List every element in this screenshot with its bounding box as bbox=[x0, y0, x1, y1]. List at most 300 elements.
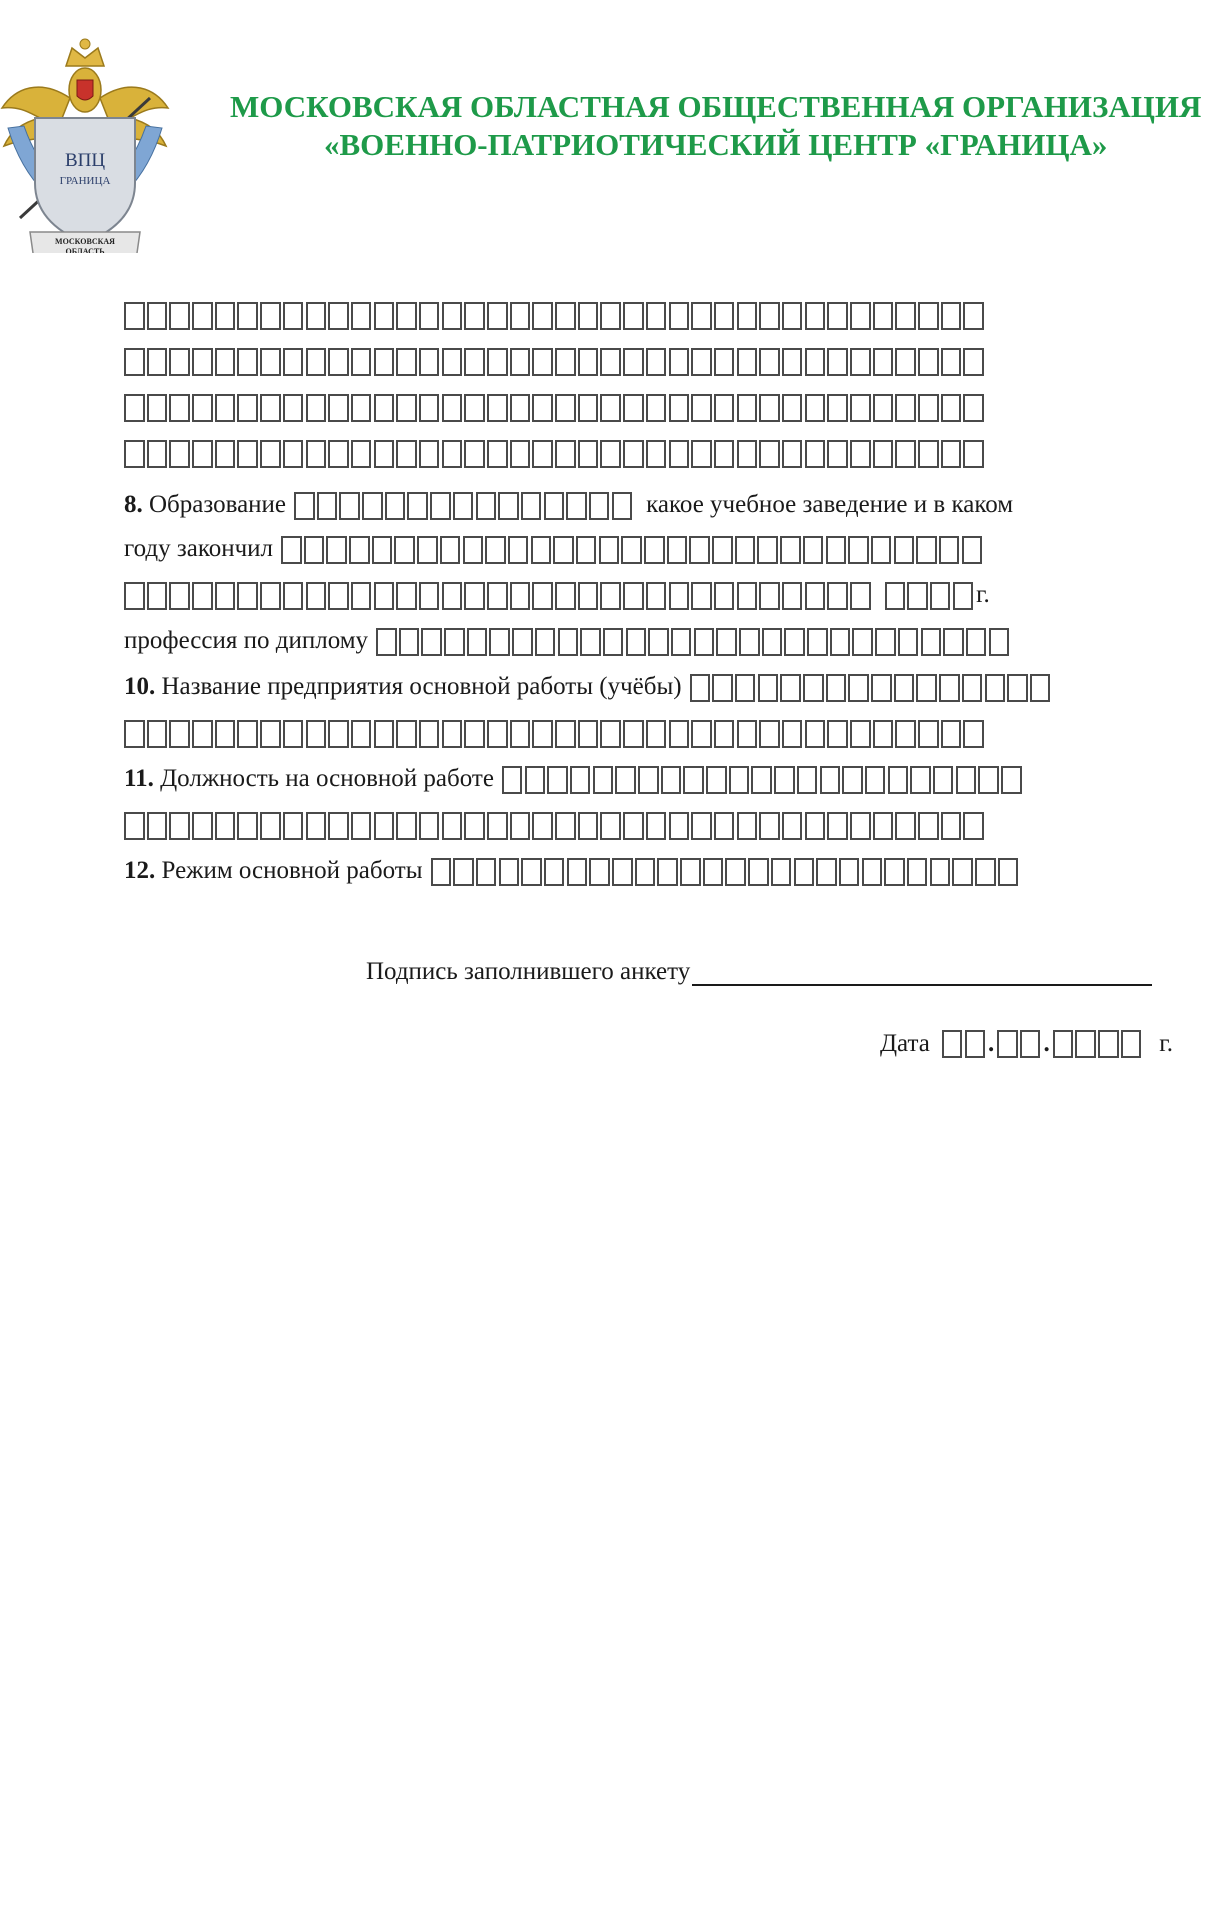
char-cell[interactable] bbox=[487, 812, 508, 840]
char-cell[interactable] bbox=[578, 582, 599, 610]
char-cell[interactable] bbox=[192, 812, 213, 840]
char-cell[interactable] bbox=[714, 812, 735, 840]
char-cell[interactable] bbox=[476, 492, 497, 520]
char-cell[interactable] bbox=[487, 394, 508, 422]
char-cell[interactable] bbox=[374, 720, 395, 748]
char-cell[interactable] bbox=[827, 440, 848, 468]
char-cell[interactable] bbox=[532, 394, 553, 422]
char-cell[interactable] bbox=[487, 720, 508, 748]
char-cell[interactable] bbox=[442, 440, 463, 468]
char-cell[interactable] bbox=[147, 394, 168, 422]
char-cell[interactable] bbox=[294, 492, 315, 520]
char-cell[interactable] bbox=[978, 766, 999, 794]
char-cell[interactable] bbox=[963, 720, 984, 748]
char-cell[interactable] bbox=[487, 582, 508, 610]
char-cell[interactable] bbox=[215, 394, 236, 422]
char-cell[interactable] bbox=[888, 766, 909, 794]
char-cell[interactable] bbox=[306, 812, 327, 840]
char-cell[interactable] bbox=[635, 858, 656, 886]
char-cell[interactable] bbox=[759, 582, 780, 610]
employer-input-continued[interactable] bbox=[124, 720, 984, 748]
char-cell[interactable] bbox=[419, 582, 440, 610]
char-cell[interactable] bbox=[600, 812, 621, 840]
char-cell[interactable] bbox=[555, 812, 576, 840]
char-cell[interactable] bbox=[848, 674, 869, 702]
char-cell[interactable] bbox=[600, 302, 621, 330]
char-cell[interactable] bbox=[1030, 674, 1051, 702]
char-cell[interactable] bbox=[820, 766, 841, 794]
char-cell[interactable] bbox=[757, 536, 778, 564]
char-cell[interactable] bbox=[237, 394, 258, 422]
char-cell[interactable] bbox=[898, 628, 919, 656]
char-cell[interactable] bbox=[306, 394, 327, 422]
char-cell[interactable] bbox=[759, 812, 780, 840]
char-cell[interactable] bbox=[850, 582, 871, 610]
char-cell[interactable] bbox=[873, 720, 894, 748]
char-cell[interactable] bbox=[907, 582, 928, 610]
char-cell[interactable] bbox=[464, 394, 485, 422]
char-cell[interactable] bbox=[714, 348, 735, 376]
char-cell[interactable] bbox=[712, 536, 733, 564]
char-cell[interactable] bbox=[374, 812, 395, 840]
char-cell[interactable] bbox=[612, 492, 633, 520]
char-cell[interactable] bbox=[865, 766, 886, 794]
char-cell[interactable] bbox=[485, 536, 506, 564]
char-cell[interactable] bbox=[430, 492, 451, 520]
char-cell[interactable] bbox=[237, 582, 258, 610]
char-cell[interactable] bbox=[921, 628, 942, 656]
char-cell[interactable] bbox=[589, 858, 610, 886]
char-cell[interactable] bbox=[623, 394, 644, 422]
blank-field-row[interactable] bbox=[124, 390, 984, 422]
char-cell[interactable] bbox=[260, 440, 281, 468]
char-cell[interactable] bbox=[417, 536, 438, 564]
char-cell[interactable] bbox=[714, 582, 735, 610]
char-cell[interactable] bbox=[683, 766, 704, 794]
char-cell[interactable] bbox=[895, 440, 916, 468]
char-cell[interactable] bbox=[805, 302, 826, 330]
char-cell[interactable] bbox=[621, 536, 642, 564]
char-cell[interactable] bbox=[623, 812, 644, 840]
char-cell[interactable] bbox=[281, 536, 302, 564]
char-cell[interactable] bbox=[407, 492, 428, 520]
char-cell[interactable] bbox=[894, 674, 915, 702]
char-cell[interactable] bbox=[623, 302, 644, 330]
char-cell[interactable] bbox=[351, 302, 372, 330]
char-cell[interactable] bbox=[169, 582, 190, 610]
char-cell[interactable] bbox=[124, 302, 145, 330]
char-cell[interactable] bbox=[419, 812, 440, 840]
char-cell[interactable] bbox=[192, 302, 213, 330]
char-cell[interactable] bbox=[510, 302, 531, 330]
char-cell[interactable] bbox=[593, 766, 614, 794]
char-cell[interactable] bbox=[714, 440, 735, 468]
char-cell[interactable] bbox=[782, 812, 803, 840]
char-cell[interactable] bbox=[544, 492, 565, 520]
char-cell[interactable] bbox=[680, 858, 701, 886]
char-cell[interactable] bbox=[521, 858, 542, 886]
char-cell[interactable] bbox=[603, 628, 624, 656]
char-cell[interactable] bbox=[600, 440, 621, 468]
char-cell[interactable] bbox=[396, 348, 417, 376]
char-cell[interactable] bbox=[580, 628, 601, 656]
char-cell[interactable] bbox=[910, 766, 931, 794]
char-cell[interactable] bbox=[283, 394, 304, 422]
char-cell[interactable] bbox=[657, 858, 678, 886]
char-cell[interactable] bbox=[508, 536, 529, 564]
char-cell[interactable] bbox=[751, 766, 772, 794]
char-cell[interactable] bbox=[464, 582, 485, 610]
char-cell[interactable] bbox=[498, 492, 519, 520]
char-cell[interactable] bbox=[827, 302, 848, 330]
char-cell[interactable] bbox=[918, 394, 939, 422]
char-cell[interactable] bbox=[169, 812, 190, 840]
char-cell[interactable] bbox=[942, 1030, 963, 1058]
char-cell[interactable] bbox=[805, 812, 826, 840]
char-cell[interactable] bbox=[578, 394, 599, 422]
char-cell[interactable] bbox=[510, 582, 531, 610]
char-cell[interactable] bbox=[283, 582, 304, 610]
char-cell[interactable] bbox=[966, 628, 987, 656]
char-cell[interactable] bbox=[780, 674, 801, 702]
char-cell[interactable] bbox=[260, 720, 281, 748]
char-cell[interactable] bbox=[875, 628, 896, 656]
char-cell[interactable] bbox=[623, 582, 644, 610]
char-cell[interactable] bbox=[599, 536, 620, 564]
char-cell[interactable] bbox=[918, 812, 939, 840]
char-cell[interactable] bbox=[794, 858, 815, 886]
char-cell[interactable] bbox=[328, 720, 349, 748]
position-input-continued[interactable] bbox=[124, 812, 984, 840]
char-cell[interactable] bbox=[782, 394, 803, 422]
char-cell[interactable] bbox=[555, 302, 576, 330]
char-cell[interactable] bbox=[848, 536, 869, 564]
char-cell[interactable] bbox=[998, 858, 1019, 886]
char-cell[interactable] bbox=[691, 812, 712, 840]
char-cell[interactable] bbox=[725, 858, 746, 886]
char-cell[interactable] bbox=[306, 302, 327, 330]
char-cell[interactable] bbox=[464, 348, 485, 376]
char-cell[interactable] bbox=[759, 440, 780, 468]
char-cell[interactable] bbox=[894, 536, 915, 564]
char-cell[interactable] bbox=[612, 858, 633, 886]
char-cell[interactable] bbox=[467, 628, 488, 656]
char-cell[interactable] bbox=[487, 440, 508, 468]
char-cell[interactable] bbox=[646, 582, 667, 610]
char-cell[interactable] bbox=[862, 858, 883, 886]
employer-input[interactable] bbox=[690, 674, 1051, 702]
char-cell[interactable] bbox=[553, 536, 574, 564]
signature-line[interactable] bbox=[692, 960, 1152, 986]
char-cell[interactable] bbox=[729, 766, 750, 794]
char-cell[interactable] bbox=[489, 628, 510, 656]
char-cell[interactable] bbox=[689, 536, 710, 564]
char-cell[interactable] bbox=[521, 492, 542, 520]
char-cell[interactable] bbox=[306, 582, 327, 610]
char-cell[interactable] bbox=[774, 766, 795, 794]
char-cell[interactable] bbox=[351, 440, 372, 468]
char-cell[interactable] bbox=[362, 492, 383, 520]
char-cell[interactable] bbox=[260, 348, 281, 376]
char-cell[interactable] bbox=[169, 720, 190, 748]
char-cell[interactable] bbox=[510, 394, 531, 422]
char-cell[interactable] bbox=[873, 302, 894, 330]
char-cell[interactable] bbox=[646, 440, 667, 468]
date-month-input[interactable] bbox=[997, 1030, 1040, 1058]
char-cell[interactable] bbox=[374, 302, 395, 330]
char-cell[interactable] bbox=[941, 812, 962, 840]
char-cell[interactable] bbox=[328, 440, 349, 468]
char-cell[interactable] bbox=[714, 720, 735, 748]
char-cell[interactable] bbox=[850, 812, 871, 840]
char-cell[interactable] bbox=[941, 302, 962, 330]
char-cell[interactable] bbox=[396, 302, 417, 330]
char-cell[interactable] bbox=[431, 858, 452, 886]
char-cell[interactable] bbox=[600, 394, 621, 422]
char-cell[interactable] bbox=[737, 812, 758, 840]
char-cell[interactable] bbox=[759, 348, 780, 376]
char-cell[interactable] bbox=[759, 394, 780, 422]
char-cell[interactable] bbox=[669, 720, 690, 748]
char-cell[interactable] bbox=[419, 440, 440, 468]
char-cell[interactable] bbox=[997, 1030, 1018, 1058]
institution-input-continued[interactable] bbox=[124, 582, 871, 610]
char-cell[interactable] bbox=[532, 302, 553, 330]
char-cell[interactable] bbox=[396, 812, 417, 840]
char-cell[interactable] bbox=[499, 858, 520, 886]
char-cell[interactable] bbox=[691, 302, 712, 330]
char-cell[interactable] bbox=[737, 348, 758, 376]
schedule-input[interactable] bbox=[431, 858, 1019, 886]
char-cell[interactable] bbox=[339, 492, 360, 520]
char-cell[interactable] bbox=[385, 492, 406, 520]
char-cell[interactable] bbox=[930, 858, 951, 886]
char-cell[interactable] bbox=[442, 582, 463, 610]
char-cell[interactable] bbox=[237, 348, 258, 376]
char-cell[interactable] bbox=[965, 1030, 986, 1058]
char-cell[interactable] bbox=[328, 302, 349, 330]
char-cell[interactable] bbox=[578, 348, 599, 376]
char-cell[interactable] bbox=[260, 302, 281, 330]
char-cell[interactable] bbox=[644, 536, 665, 564]
char-cell[interactable] bbox=[566, 492, 587, 520]
char-cell[interactable] bbox=[532, 720, 553, 748]
char-cell[interactable] bbox=[444, 628, 465, 656]
char-cell[interactable] bbox=[147, 582, 168, 610]
char-cell[interactable] bbox=[691, 394, 712, 422]
char-cell[interactable] bbox=[283, 302, 304, 330]
char-cell[interactable] bbox=[532, 582, 553, 610]
char-cell[interactable] bbox=[963, 302, 984, 330]
char-cell[interactable] bbox=[638, 766, 659, 794]
char-cell[interactable] bbox=[215, 582, 236, 610]
char-cell[interactable] bbox=[850, 302, 871, 330]
char-cell[interactable] bbox=[589, 492, 610, 520]
char-cell[interactable] bbox=[555, 440, 576, 468]
char-cell[interactable] bbox=[464, 720, 485, 748]
char-cell[interactable] bbox=[215, 348, 236, 376]
char-cell[interactable] bbox=[442, 394, 463, 422]
char-cell[interactable] bbox=[852, 628, 873, 656]
char-cell[interactable] bbox=[237, 440, 258, 468]
char-cell[interactable] bbox=[326, 536, 347, 564]
char-cell[interactable] bbox=[442, 302, 463, 330]
char-cell[interactable] bbox=[260, 582, 281, 610]
char-cell[interactable] bbox=[694, 628, 715, 656]
char-cell[interactable] bbox=[737, 394, 758, 422]
char-cell[interactable] bbox=[941, 720, 962, 748]
char-cell[interactable] bbox=[805, 582, 826, 610]
char-cell[interactable] bbox=[805, 720, 826, 748]
char-cell[interactable] bbox=[464, 302, 485, 330]
char-cell[interactable] bbox=[1001, 766, 1022, 794]
char-cell[interactable] bbox=[953, 582, 974, 610]
char-cell[interactable] bbox=[669, 440, 690, 468]
char-cell[interactable] bbox=[963, 440, 984, 468]
char-cell[interactable] bbox=[1098, 1030, 1119, 1058]
char-cell[interactable] bbox=[328, 348, 349, 376]
char-cell[interactable] bbox=[918, 720, 939, 748]
char-cell[interactable] bbox=[169, 394, 190, 422]
char-cell[interactable] bbox=[623, 348, 644, 376]
char-cell[interactable] bbox=[1007, 674, 1028, 702]
char-cell[interactable] bbox=[1053, 1030, 1074, 1058]
char-cell[interactable] bbox=[646, 394, 667, 422]
char-cell[interactable] bbox=[419, 394, 440, 422]
char-cell[interactable] bbox=[797, 766, 818, 794]
char-cell[interactable] bbox=[396, 720, 417, 748]
char-cell[interactable] bbox=[306, 440, 327, 468]
char-cell[interactable] bbox=[895, 302, 916, 330]
char-cell[interactable] bbox=[1020, 1030, 1041, 1058]
char-cell[interactable] bbox=[531, 536, 552, 564]
char-cell[interactable] bbox=[930, 582, 951, 610]
char-cell[interactable] bbox=[215, 812, 236, 840]
char-cell[interactable] bbox=[567, 858, 588, 886]
char-cell[interactable] bbox=[784, 628, 805, 656]
char-cell[interactable] bbox=[827, 348, 848, 376]
char-cell[interactable] bbox=[215, 302, 236, 330]
char-cell[interactable] bbox=[463, 536, 484, 564]
char-cell[interactable] bbox=[963, 394, 984, 422]
char-cell[interactable] bbox=[975, 858, 996, 886]
char-cell[interactable] bbox=[372, 536, 393, 564]
char-cell[interactable] bbox=[667, 536, 688, 564]
char-cell[interactable] bbox=[421, 628, 442, 656]
char-cell[interactable] bbox=[943, 628, 964, 656]
char-cell[interactable] bbox=[939, 674, 960, 702]
char-cell[interactable] bbox=[169, 302, 190, 330]
char-cell[interactable] bbox=[237, 812, 258, 840]
position-input[interactable] bbox=[502, 766, 1022, 794]
char-cell[interactable] bbox=[748, 858, 769, 886]
char-cell[interactable] bbox=[147, 440, 168, 468]
char-cell[interactable] bbox=[328, 812, 349, 840]
char-cell[interactable] bbox=[351, 582, 372, 610]
char-cell[interactable] bbox=[782, 440, 803, 468]
char-cell[interactable] bbox=[759, 302, 780, 330]
char-cell[interactable] bbox=[626, 628, 647, 656]
char-cell[interactable] bbox=[442, 720, 463, 748]
char-cell[interactable] bbox=[873, 394, 894, 422]
education-input[interactable] bbox=[294, 492, 632, 520]
blank-field-row[interactable] bbox=[124, 298, 984, 330]
char-cell[interactable] bbox=[706, 766, 727, 794]
char-cell[interactable] bbox=[487, 348, 508, 376]
char-cell[interactable] bbox=[827, 720, 848, 748]
char-cell[interactable] bbox=[884, 858, 905, 886]
char-cell[interactable] bbox=[525, 766, 546, 794]
char-cell[interactable] bbox=[374, 582, 395, 610]
char-cell[interactable] bbox=[735, 674, 756, 702]
char-cell[interactable] bbox=[147, 302, 168, 330]
char-cell[interactable] bbox=[306, 348, 327, 376]
char-cell[interactable] bbox=[771, 858, 792, 886]
char-cell[interactable] bbox=[555, 720, 576, 748]
char-cell[interactable] bbox=[578, 440, 599, 468]
char-cell[interactable] bbox=[532, 812, 553, 840]
char-cell[interactable] bbox=[842, 766, 863, 794]
char-cell[interactable] bbox=[192, 394, 213, 422]
char-cell[interactable] bbox=[782, 302, 803, 330]
char-cell[interactable] bbox=[374, 348, 395, 376]
char-cell[interactable] bbox=[532, 348, 553, 376]
char-cell[interactable] bbox=[440, 536, 461, 564]
blank-field-row[interactable] bbox=[124, 344, 984, 376]
char-cell[interactable] bbox=[762, 628, 783, 656]
char-cell[interactable] bbox=[464, 812, 485, 840]
char-cell[interactable] bbox=[399, 628, 420, 656]
char-cell[interactable] bbox=[1075, 1030, 1096, 1058]
char-cell[interactable] bbox=[442, 348, 463, 376]
char-cell[interactable] bbox=[826, 674, 847, 702]
char-cell[interactable] bbox=[646, 348, 667, 376]
profession-input[interactable] bbox=[376, 628, 1009, 656]
char-cell[interactable] bbox=[600, 582, 621, 610]
char-cell[interactable] bbox=[805, 394, 826, 422]
char-cell[interactable] bbox=[669, 394, 690, 422]
char-cell[interactable] bbox=[169, 440, 190, 468]
char-cell[interactable] bbox=[850, 348, 871, 376]
char-cell[interactable] bbox=[306, 720, 327, 748]
char-cell[interactable] bbox=[646, 812, 667, 840]
char-cell[interactable] bbox=[962, 674, 983, 702]
char-cell[interactable] bbox=[737, 440, 758, 468]
char-cell[interactable] bbox=[147, 348, 168, 376]
char-cell[interactable] bbox=[873, 440, 894, 468]
char-cell[interactable] bbox=[555, 348, 576, 376]
char-cell[interactable] bbox=[737, 582, 758, 610]
char-cell[interactable] bbox=[578, 812, 599, 840]
char-cell[interactable] bbox=[916, 536, 937, 564]
char-cell[interactable] bbox=[941, 348, 962, 376]
char-cell[interactable] bbox=[351, 394, 372, 422]
char-cell[interactable] bbox=[759, 720, 780, 748]
char-cell[interactable] bbox=[782, 348, 803, 376]
char-cell[interactable] bbox=[283, 812, 304, 840]
char-cell[interactable] bbox=[669, 812, 690, 840]
char-cell[interactable] bbox=[703, 858, 724, 886]
char-cell[interactable] bbox=[780, 536, 801, 564]
char-cell[interactable] bbox=[442, 812, 463, 840]
char-cell[interactable] bbox=[839, 858, 860, 886]
char-cell[interactable] bbox=[502, 766, 523, 794]
char-cell[interactable] bbox=[690, 674, 711, 702]
char-cell[interactable] bbox=[351, 348, 372, 376]
char-cell[interactable] bbox=[1121, 1030, 1142, 1058]
char-cell[interactable] bbox=[147, 812, 168, 840]
char-cell[interactable] bbox=[555, 394, 576, 422]
